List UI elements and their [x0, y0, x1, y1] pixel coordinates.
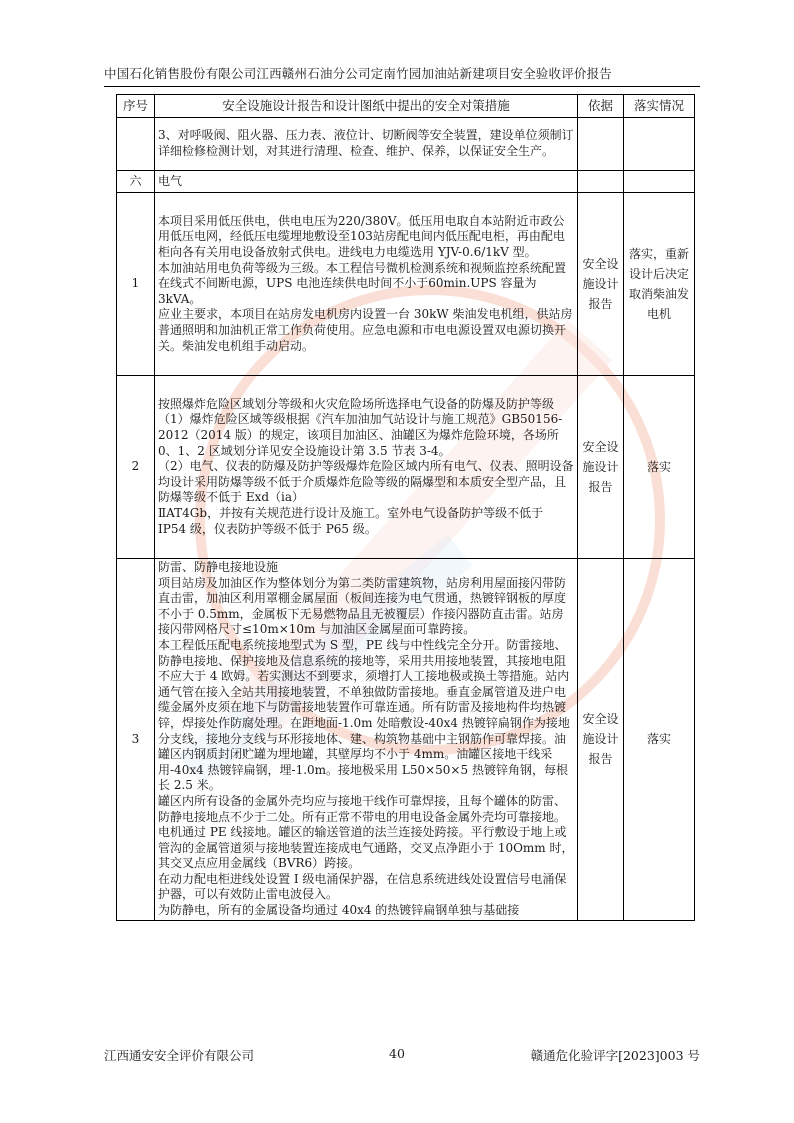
row-status — [624, 171, 695, 193]
content-line: 在动力配电柜进线处设置 I 级电涌保护器，在信息系统进线处设置信号电涌保护器，可以有效防止雷电波侵入。 — [158, 871, 567, 902]
row-status: 落实 — [624, 376, 695, 559]
col-header-basis: 依据 — [578, 95, 624, 118]
row-status: 落实，重新设计后决定取消柴油发电机 — [624, 193, 695, 376]
footer-doc-number: 赣通危化验评字[2023]003 号 — [530, 1048, 700, 1063]
row-content — [155, 118, 578, 171]
row-basis — [578, 171, 624, 193]
row-content — [155, 559, 578, 921]
row-basis: 安全设施设计报告 — [578, 559, 624, 921]
content-line: 本项目采用低压供电，供电电压为220/380V。低压用电取自本站附近市政公用低压电网，经低压电缆埋地敷设至103站房配电间内低压配电柜，再由配电柜向各有关用电设备放射式供电。进线电力电缆选用 YJV-0.6/1kV 型。 — [158, 213, 565, 260]
table-row — [117, 193, 695, 376]
row-no: 2 — [117, 376, 155, 559]
row-content — [155, 376, 578, 559]
row-basis — [578, 118, 624, 171]
col-header-no: 序号 — [117, 95, 155, 118]
col-header-status: 落实情况 — [624, 95, 695, 118]
row-section-title — [155, 171, 578, 193]
table-row — [117, 376, 695, 559]
content-line: 本加油站用电负荷等级为三级。本工程信号微机检测系统和视频监控系统配置在线式不间断电源，UPS 电池连续供电时间不小于60min.UPS 容量为 3kVA。 — [158, 260, 567, 306]
row-content — [155, 193, 578, 376]
content-line: 项目站房及加油区作为整体划分为第二类防雷建筑物，站房利用屋面接闪带防直击雷，加油区利用罩棚金属屋面（板间连接为电气贯通，热镀锌钢板的厚度不小于 0.5mm，金属板下无易燃物品且无被覆层）作接闪器防直击雷。站房接闪带网格尺寸≤10m×10m 与加油区金属屋面可靠跨接。 — [158, 575, 567, 637]
page-header-title: 中国石化销售股份有限公司江西赣州石油分公司定南竹园加油站新建项目安全验收评价报告 — [104, 66, 613, 81]
safety-measures-table — [116, 94, 695, 921]
content-line: 3、对呼吸阀、阻火器、压力表、液位计、切断阀等安全装置，建设单位须制订详细检修检测计划，对其进行清理、检查、维护、保养，以保证安全生产。 — [158, 128, 574, 158]
content-line: 应业主要求，本项目在站房发电机房内设置一台 30kW 柴油发电机组，供站房普通照明和加油机正常工作负荷使用。应急电源和市电电源设置双电源切换开关。柴油发电机组手动启动。 — [158, 307, 573, 353]
content-line: 按照爆炸危险区域划分等级和火灾危险场所选择电气设备的防爆及防护等级 — [158, 396, 555, 411]
row-no — [117, 118, 155, 171]
row-no: 六 — [117, 171, 155, 193]
row-basis: 安全设施设计报告 — [578, 193, 624, 376]
table-row — [117, 118, 695, 171]
row-basis: 安全设施设计报告 — [578, 376, 624, 559]
row-status — [624, 118, 695, 171]
row-no: 3 — [117, 559, 155, 921]
table-row — [117, 171, 695, 193]
content-line: 为防静电，所有的金属设备均通过 40x4 的热镀锌扁钢单独与基础接 — [158, 903, 520, 918]
row-status: 落实 — [624, 559, 695, 921]
table-row — [117, 559, 695, 921]
table-header-row — [117, 95, 695, 118]
content-line: ⅡAT4Gb，并按有关规范进行设计及施工。室外电气设备防护等级不低于 IP54 级，仪表防护等级不低于 P65 级。 — [158, 505, 544, 536]
footer-company: 江西通安安全评价有限公司 — [104, 1048, 255, 1063]
row-no: 1 — [117, 193, 155, 376]
col-header-measures: 安全设施设计报告和设计图纸中提出的安全对策措施 — [155, 95, 578, 118]
content-line: 本工程低压配电系统接地型式为 S 型，PE 线与中性线完全分开。防雷接地、防静电接地、保护接地及信息系统的接地等，采用共用接地装置，其接地电阻不应大于 4 欧姆。若实测达不到要求，须增打人工接地极或换土等措施。站内通气管在接入全站共用接地装置，不单独做防雷接地。垂直金属管道及进户电缆金属外皮须在地下与防雷接地装置作可靠连通。所有防雷及接地构件均热镀锌，焊接处作防腐处理。在距地面-1.0m 处暗敷设-40x4 热镀锌扁钢作为接地分支线，接地分支线与环形接地体、建、构筑物基础中主钢筋作可靠焊接。油罐区内钢质封闭贮罐为埋地罐，其壁厚均不小于 4mm。油罐区接地干线采用-40x4 热镀锌扁钢，埋-1.0m。接地极采用 L50×50×5 热镀锌角钢，每根长 2.5 米。 — [158, 637, 570, 793]
content-line: （2）电气、仪表的防爆及防护等级爆炸危险区域内所有电气、仪表、照明设备均设计采用防爆等级不低于介质爆炸危险等级的隔爆型和本质安全型产品，且防爆等级不低于 Exd（ia） — [158, 459, 574, 505]
header-rule — [104, 86, 700, 87]
content-line: 防雷、防静电接地设施 — [158, 560, 279, 574]
footer-page-number: 40 — [389, 1046, 405, 1061]
content-line: （1）爆炸危险区域等级根据《汽车加油加气站设计与施工规范》GB50156-2012（2014 版）的规定，该项目加油区、油罐区为爆炸危险环境，各场所 0、1、2 区域划分详见安全设施设计第 3.5 节表 3-4。 — [158, 412, 563, 458]
content-line: 电气 — [158, 173, 183, 188]
content-line: 罐区内所有设备的金属外壳均应与接地干线作可靠焊接，且每个罐体的防雷、防静电接地点不少于二处。所有正常不带电的用电设备金属外壳均可靠接地。电机通过 PE 线接地。罐区的输送管道的法兰连接处跨接。平行敷设于地上或管沟的金属管道须与接地装置连接成电气通路，交叉点净距小于 10Omm 时，其交叉点应用金属线（BVR6）跨接。 — [158, 793, 574, 871]
